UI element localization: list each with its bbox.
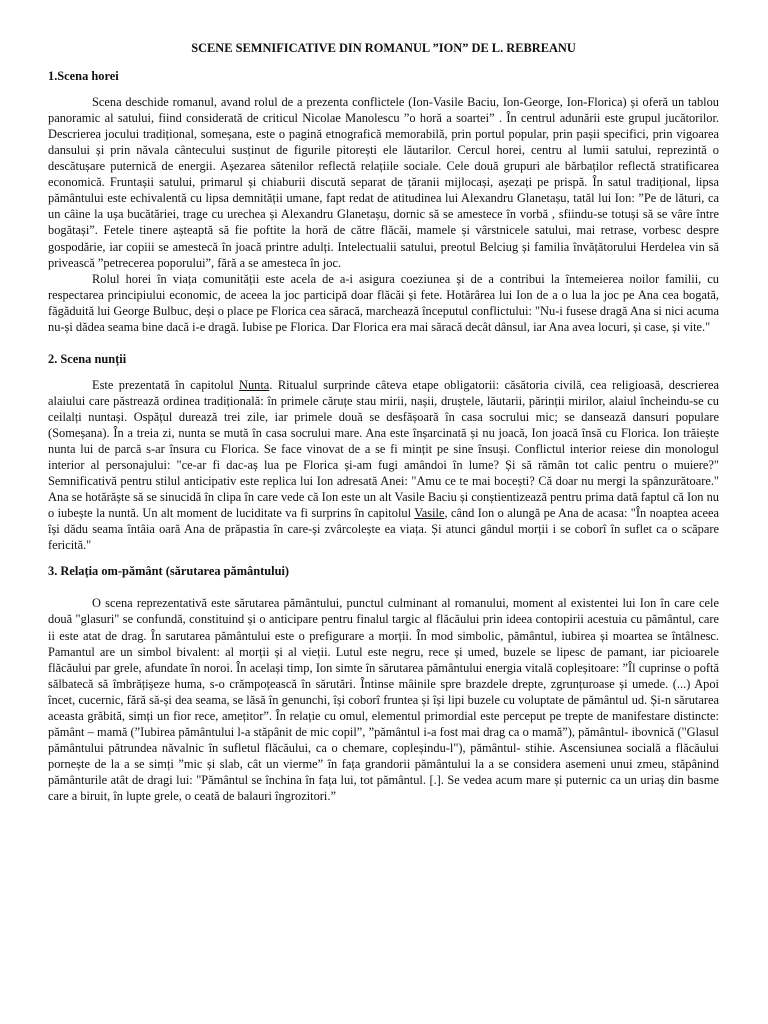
- section-heading-nunta: 2. Scena nunții: [48, 351, 127, 366]
- paragraph-hora-1: Scena deschide romanul, avand rolul de a prezenta conflictele (Ion-Vasile Baciu, Ion-George, Ion-Florica) și oferă un tablou panoramic al satului, fiind considerată de criticul Nicolae Manolescu ”o horă a soartei” . În centrul adunării este grupul jucătorilor. Descrierea jocului tradițional, someșana, este o pagină etnografică memorabilă, prin portul popular, prin pașii specifici, prin vigoarea dansului și prin năvala cântecului susținut de figurile pitorești ele lăutarilor. Cercul horei, centru al lumii satului, reprezintă o descătușare puternică de energii. Așezarea sătenilor reflectă relațiile sociale. Cele două grupuri ale bărbaților reflectă stratificarea economică. Fruntașii satului, primarul și chiaburii discută separat de țăranii mijlocași, așezați pe prispă. În satul tradițional, lipsa pământului este echivalentă cu lipsa demnității umane, fapt redat de atitudinea lui Alexandru Glanetașu, tatăl lui Ion: ”Pe de lături, ca un câine la ușa bucătăriei, trage cu urechea și Alexandru Glanetașu, dornic să se amestece în vorbă , sfiindu-se totuși să se vâre între bogătași”. Fetele tinere așteaptă să fie poftite la horă de către flăcăi, mamele și vârstnicele satului, mai retrase, vorbesc despre gospodărie, iar copiii se amestecă în joacă printre adulți. Intelectualii satului, preotul Belciug și familia învățătorului Herdelea vin să privească ”petrecerea poporului”, fără a se amesteca în joc.: [48, 95, 719, 270]
- document-page: [48, 40, 719, 804]
- document-title: SCENE SEMNIFICATIVE DIN ROMANUL ”ION” DE L. REBREANU: [191, 41, 576, 55]
- nunta-text-post2: , când Ion o alungă pe Ana de acasa: "În noaptea aceea își dădu seama întâia oară Ana de prăpastia în care-și zvârcolește ea viața. Și atunci gândul morții i se coborî în suflet ca o scăpare fericită.": [48, 506, 719, 553]
- chapter-link-nunta: Nunta: [239, 377, 270, 392]
- nunta-text-pre: Este prezentată în capitolul: [92, 377, 239, 392]
- section-heading-hora: 1.Scena horei: [48, 69, 119, 84]
- paragraph-om-pamant-1: O scena reprezentativă este sărutarea pământului, punctul culminant al romanului, moment al existentei lui Ion în care cele două "glasuri" se confundă, constituind și o anticipare pentru finalul targic al flăcăului prin ideea contopirii acestuia cu pământul, care ii este atat de drag. În sarutarea pământului este o prefigurare a morții. În mod simbolic, pământul, iubirea și moartea se întâlnesc. Pamantul are un simbol bivalent: al morții și al vieții. Lutul este negru, rece și umed, buzele se lipesc de pamant, iar picioarele flăcăului par grele, afundate în noroi. În același timp, Ion simte în sărutarea pământului energia vitală copleșitoare: ”Îl cuprinse o poftă sălbatecă să îmbrățișeze huma, s-o crămpoțească în sărutări. Întinse mâinile spre brazdele drepte, zgrunțuroase și umede. (...) Apoi încet, cucernic, fără să-și dea seama, se lăsă în genunchi, își coborî fruntea și își lipi buzele cu voluptate de pământul ud. Și-n sărutarea aceasta grăbită, simți un fior rece, amețitor”. În relație cu omul, elementul primordial este perceput pe trepte de manifestare distincte: pământ – mamă (”Iubirea pământului l-a stăpânit de mic copil”, ”pământul i-a fost mai drag ca o mamă”), pământul- ibovnică ("Glasul pământului pătrundea năvalnic în sufletul flăcăului, ca o chemare, copleșindu-l"), pământul- stihie. Ascensiunea socială a flăcăului pornește de la a se simți ”mic și slab, cât un vierme” în fața grandorii pământului la a se considera asemeni unui zmeu, stăpânind pământurile atât de dragi lui: "Pământul se închina în fața lui, tot pământul. [.]. Se vedea acum mare și puternic ca un uriaș din basme care a biruit, în lupte grele, o ceată de balauri îngrozitori.”: [48, 596, 719, 803]
- chapter-link-vasile: Vasile: [414, 506, 445, 521]
- paragraph-nunta-1: [48, 377, 719, 554]
- nunta-text-post: . Ritualul surprinde câteva etape obligatorii: căsătoria civilă, cea religioasă, descrierea alaiului care păstrează ordinea tradițională: în primele căruțe stau mirii, nașii, druștele, lăutarii, părinții mirilor, alaiul încheindu-se cu ceilalți nuntași. Ospățul durează trei zile, iar primele două se desfășoară în casa socrului mic; se dansează dansuri populare (Someșana). În a treia zi, nunta se mută în casa socrului mare. Ana este înșarcinată și nu joacă, Ion joacă însă cu Florica. Ion trăiește nunta lui de parcă s-ar însura cu Florica. Se face vinovat de a se fi mințit pe sine însuși. Conflictul interior reiese din monologul interior al personajului: "ce-ar fi dac-aș lua pe Florica și-am fugi amândoi în lume? Și să rămân tot calic pentru o muiere?" Semnificativă pentru stilul anticipativ este replica lui Ion adresată Anei: "Amu ce te mai bocești? Că doar nu mergi la spânzurătoare." Ana se hotărăște să se sinucidă în clipa în care vede că Ion este un alt Vasile Baciu și conștientizează pentru prima dată faptul că Ion nu o iubește la nuntă. Un alt moment de luciditate va fi surprins în capitolul: [48, 377, 719, 521]
- section-heading-om-pamant: 3. Relația om-pământ (sărutarea pământului): [48, 564, 290, 579]
- paragraph-hora-2: Rolul horei în viața comunității este acela de a-i asigura coeziunea și de a contribui la întemeierea noilor familii, cu respectarea principiului economic, de aceea la joc participă doar flăcăi și fete. Hotărârea lui Ion de a o lua la joc pe Ana cea bogată, făgăduită lui George Bulbuc, deși o place pe Florica cea săracă, marchează începutul conflictului: "Nu-i fusese dragă Ana si nici acuma nu-și dădea seama bine dacă i-e dragă. Iubise pe Florica. Dar Florica era mai săracă decât dânsul, iar Ana avea locuri, și case, și vite.": [48, 271, 719, 334]
